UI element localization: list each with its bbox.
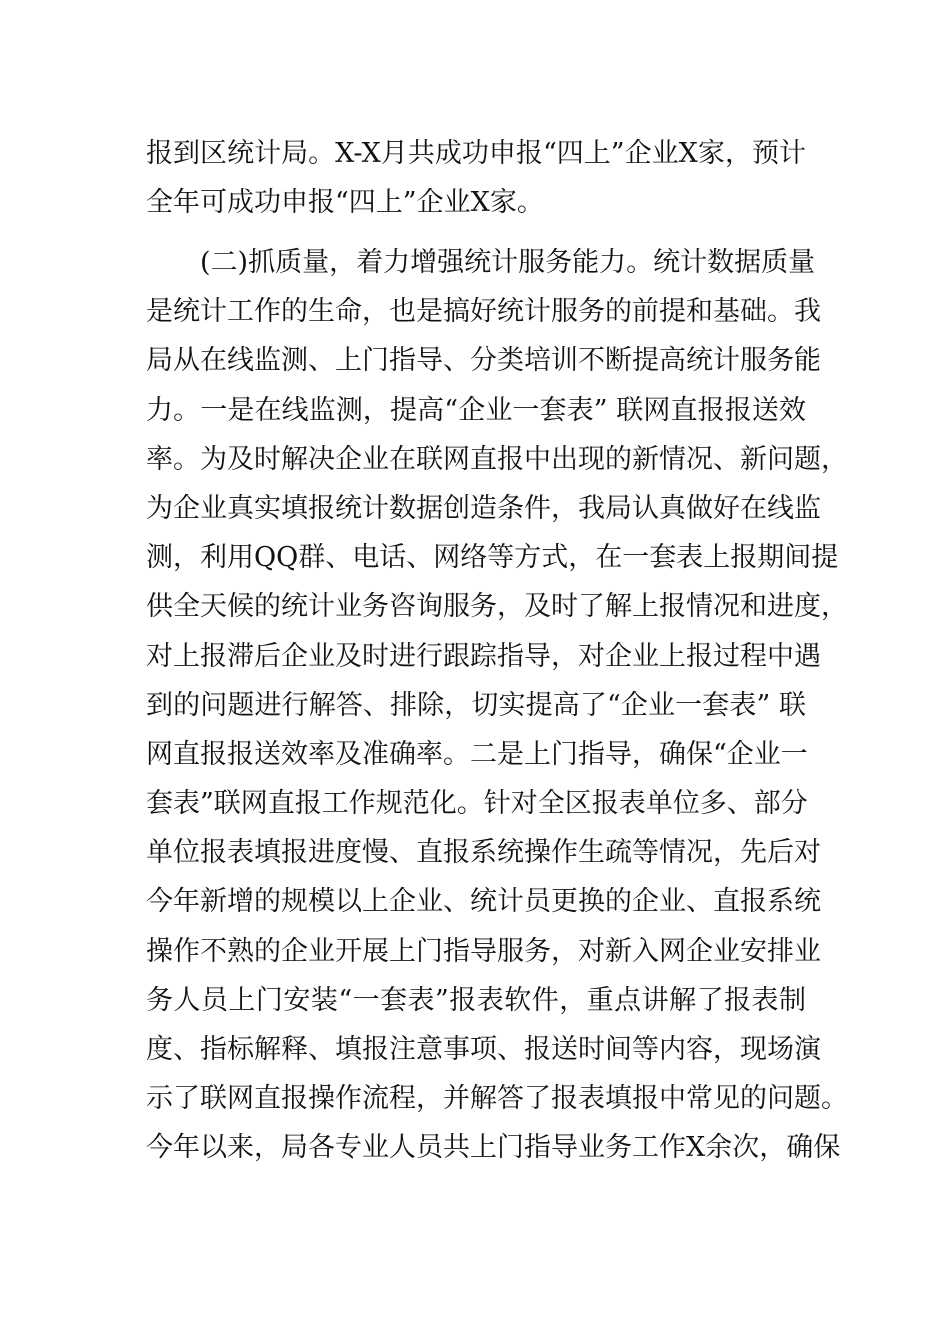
text-line: 对上报滞后企业及时进行跟踪指导，对企业上报过程中遇 xyxy=(146,640,821,672)
text-line: 今年以来，局各专业人员共上门指导业务工作X余次，确保 xyxy=(146,1132,841,1164)
text-line: 示了联网直报操作流程，并解答了报表填报中常见的问题。 xyxy=(146,1083,848,1115)
text-line: 度、指标解释、填报注意事项、报送时间等内容，现场演 xyxy=(146,1034,821,1065)
text-line: 务人员上门安装“一套表”报表软件，重点讲解了报表制 xyxy=(146,984,806,1016)
text-line: (二)抓质量，着力增强统计服务能力。统计数据质量 xyxy=(200,247,816,278)
text-line: 套表”联网直报工作规范化。针对全区报表单位多、部分 xyxy=(146,788,808,820)
text-line: 单位报表填报进度慢、直报系统操作生疏等情况，先后对 xyxy=(146,837,821,869)
paragraph-2 xyxy=(146,238,848,1173)
text-line: 是统计工作的生命，也是搞好统计服务的前提和基础。我 xyxy=(146,296,821,328)
text-line: 为企业真实填报统计数据创造条件，我局认真做好在线监 xyxy=(146,492,821,524)
text-line: 力。一是在线监测，提高“企业一套表” 联网直报报送效 xyxy=(146,394,806,426)
text-line: 报到区统计局。X-X月共成功申报“四上”企业X家，预计 xyxy=(146,138,806,169)
text-line: 操作不熟的企业开展上门指导服务，对新入网企业安排业 xyxy=(146,935,821,967)
text-line: 到的问题进行解答、排除，切实提高了“企业一套表” 联 xyxy=(146,689,806,721)
text-line: 供全天候的统计业务咨询服务，及时了解上报情况和进度， xyxy=(146,591,848,623)
text-line: 率。为及时解决企业在联网直报中出现的新情况、新问题， xyxy=(146,443,848,475)
text-line: 今年新增的规模以上企业、统计员更换的企业、直报系统 xyxy=(146,886,821,918)
text-line: 测，利用QQ群、电话、网络等方式，在一套表上报期间提 xyxy=(146,542,839,574)
text-line: 全年可成功申报“四上”企业X家。 xyxy=(146,187,544,219)
text-line: 网直报报送效率及准确率。二是上门指导，确保“企业一 xyxy=(146,738,808,770)
text-line: 局从在线监测、上门指导、分类培训不断提高统计服务能 xyxy=(146,345,821,377)
paragraph-1 xyxy=(146,129,806,227)
